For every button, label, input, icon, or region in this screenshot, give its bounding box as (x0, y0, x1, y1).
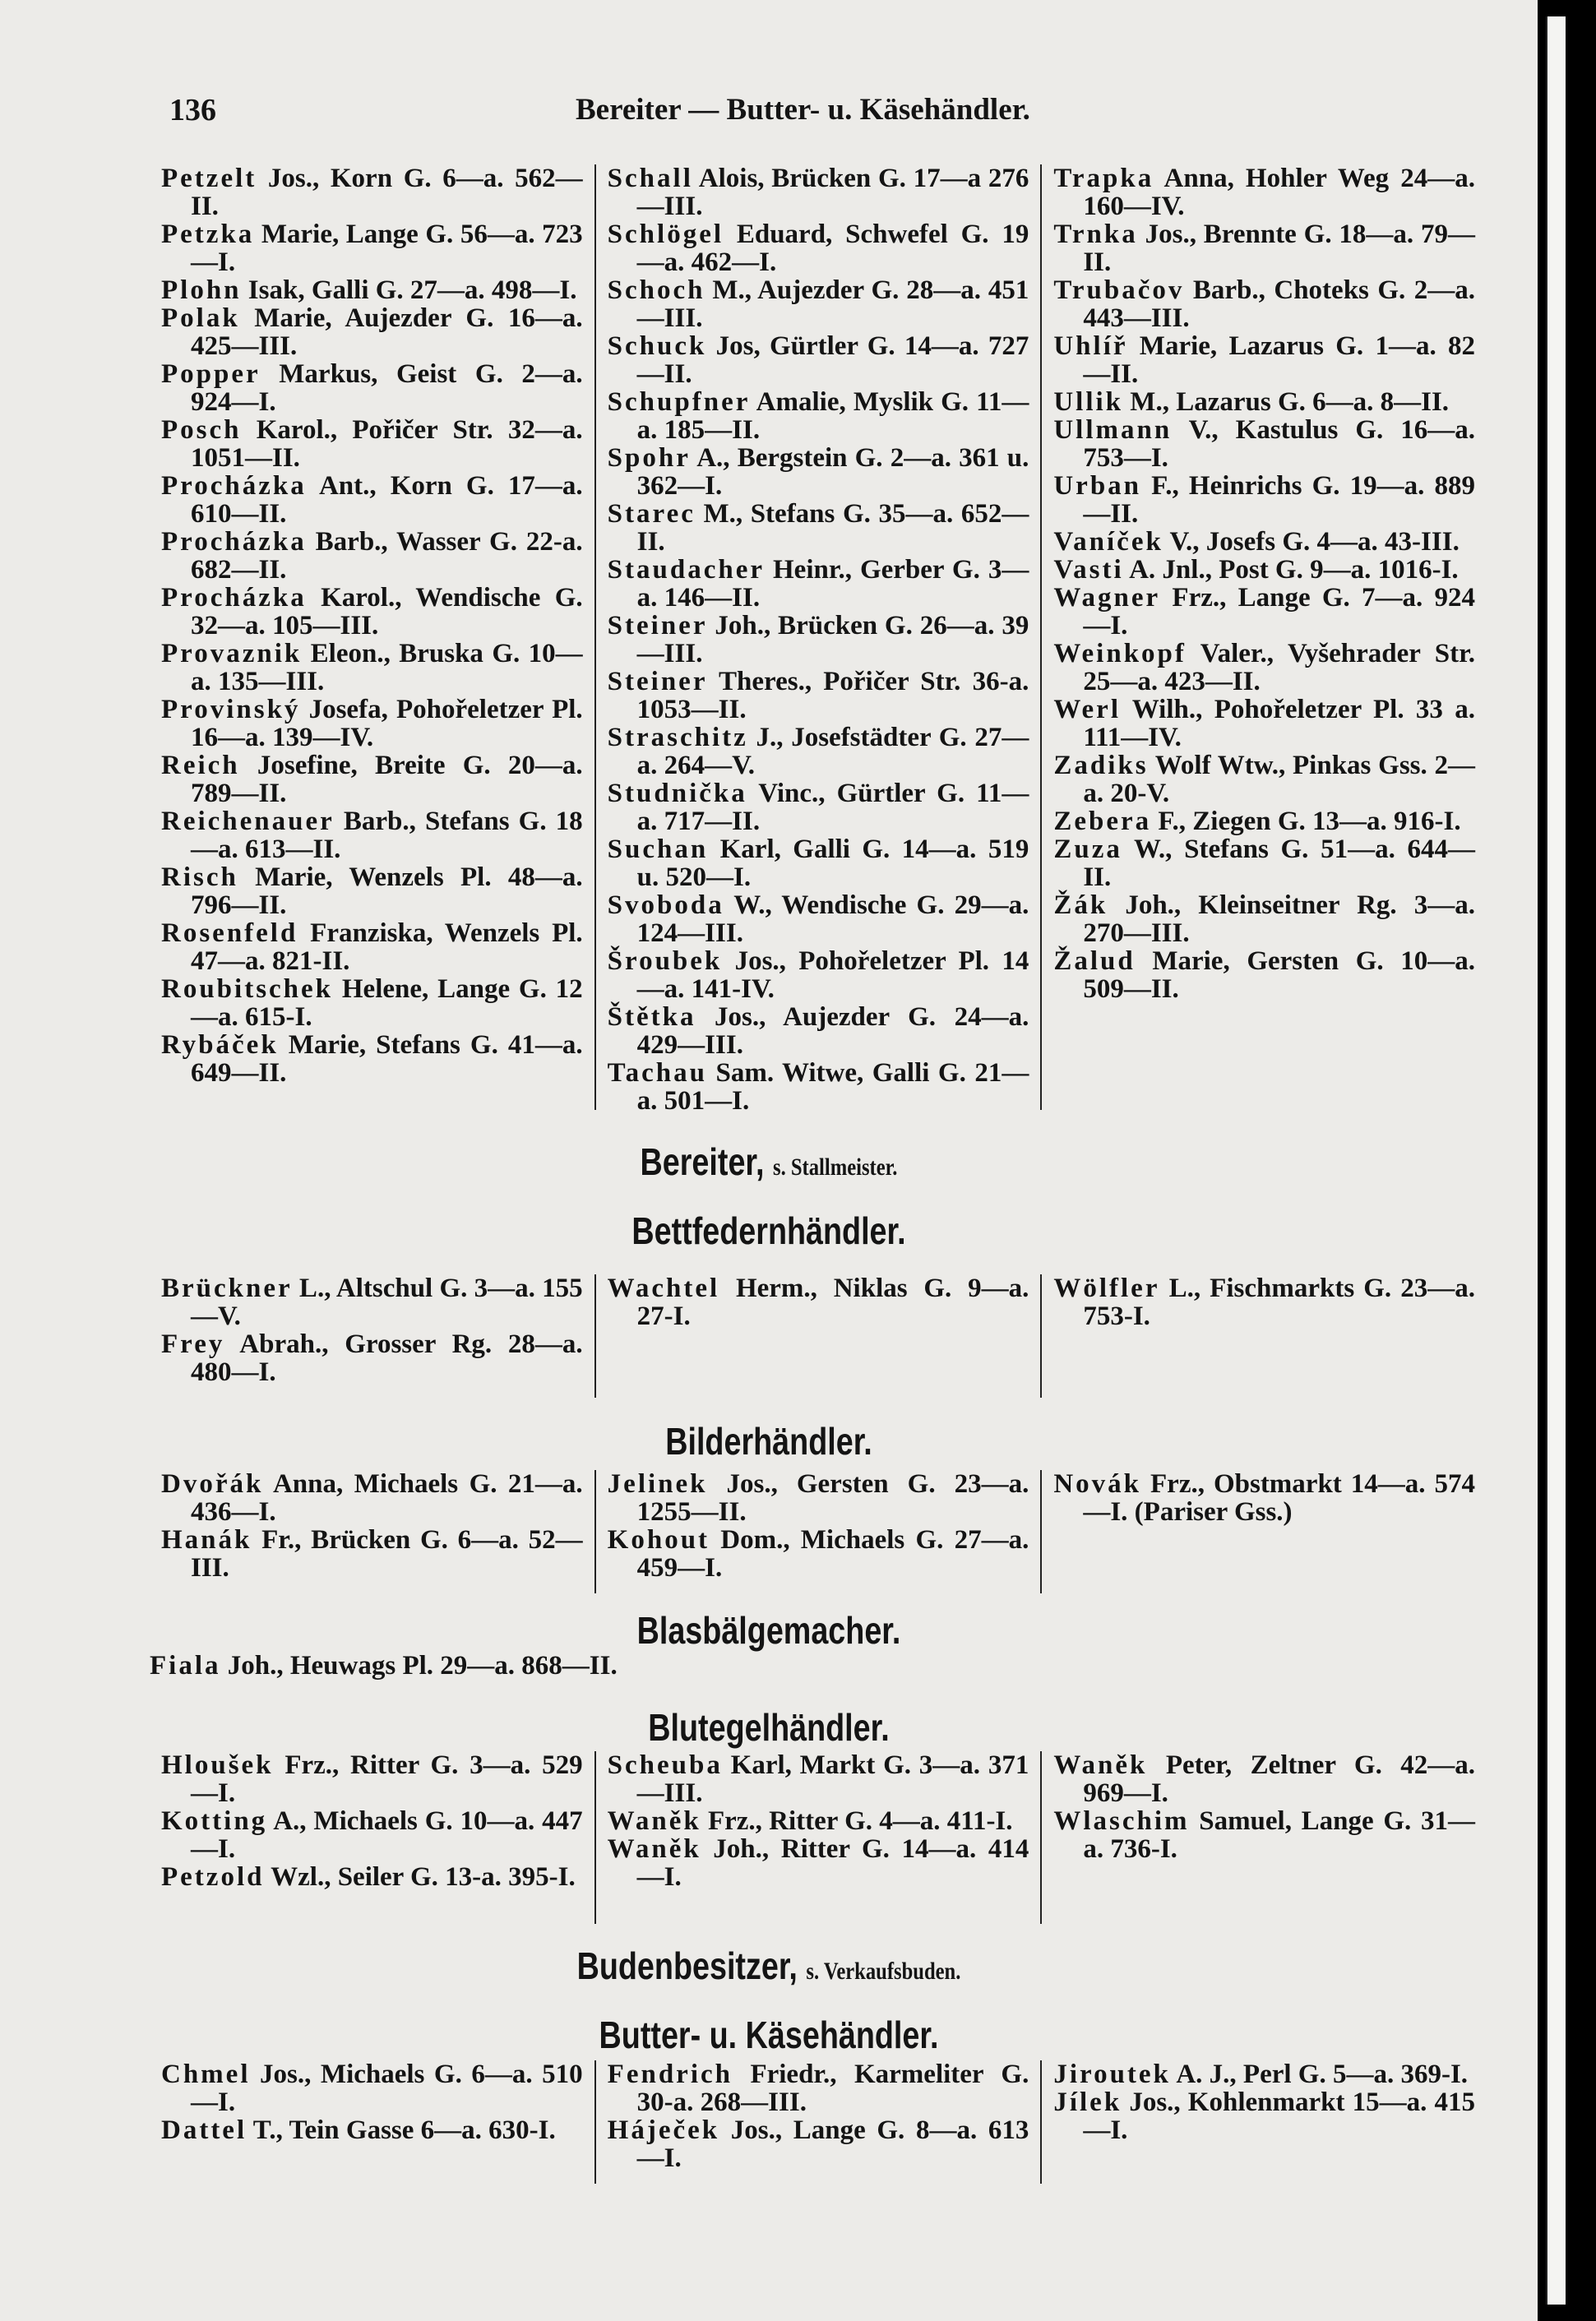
entry-surname: Staudacher (607, 555, 766, 585)
entry-surname: Ullik (1053, 387, 1124, 417)
entry-surname: Rosenfeld (161, 918, 298, 948)
entry-details: W., Stefans G. 51—a. 644—II. (1083, 835, 1476, 892)
entry-surname: Chmel (161, 2060, 251, 2089)
directory-entry (161, 696, 583, 751)
entry-details: Amalie, Myslik G. 11—a. 185—II. (636, 387, 1029, 445)
entry-details: Dom., Michaels G. 27—a. 459—I. (636, 1525, 1029, 1583)
entry-details: Anna, Hohler Weg 24—a. 160—IV. (1083, 164, 1476, 221)
directory-entry (608, 891, 1029, 947)
directory-entry (161, 1330, 583, 1386)
section-heading-bettfedernhaendler: Bettfedernhändler. (631, 1209, 906, 1252)
entry-surname: Uhlíř (1053, 331, 1128, 361)
directory-entry (161, 640, 583, 696)
entry-surname: Provaznik (161, 639, 303, 668)
entry-surname: Vasti (1053, 555, 1124, 585)
entry-details: Samuel, Lange G. 31—a. 736-I. (1083, 1806, 1476, 1864)
entry-surname: Suchan (607, 835, 709, 864)
entry-details: Alois, Brücken G. 17—a 276—III. (636, 164, 1029, 221)
directory-entry (161, 2060, 583, 2116)
entry-details: Markus, Geist G. 2—a. 924—I. (191, 359, 583, 417)
entry-details: V., Kastulus G. 16—a. 753—I. (1083, 415, 1476, 473)
entry-surname: Petzka (161, 220, 255, 249)
entry-surname: Waněk (1053, 1750, 1148, 1780)
directory-entry (608, 779, 1029, 835)
directory-entry (161, 220, 583, 276)
directory-entry (1053, 2088, 1475, 2144)
directory-entry (1053, 388, 1475, 416)
section-heading-blasbaelgemacher: Blasbälgemacher. (636, 1609, 901, 1652)
directory-entry (1053, 835, 1475, 891)
entry-details: Ant., Korn G. 17—a. 610—II. (191, 471, 583, 529)
directory-entry (608, 220, 1029, 276)
entry-surname: Žák (1053, 890, 1108, 920)
entry-surname: Jelinek (607, 1469, 708, 1499)
entry-details: Jos., Kohlenmarkt 15—a. 415—I. (1083, 2088, 1476, 2145)
directory-entry (161, 1526, 583, 1582)
entry-surname: Provinský (161, 695, 301, 724)
entry-surname: Roubitschek (161, 974, 334, 1004)
directory-entry (161, 975, 583, 1031)
entry-surname: Kotting (161, 1806, 268, 1836)
page-header (148, 92, 1480, 133)
entry-details: Joh., Kleinseitner Rg. 3—a. 270—III. (1083, 890, 1476, 948)
entry-surname: Schuck (607, 331, 707, 361)
entry-surname: Wlaschim (1053, 1806, 1190, 1836)
directory-entry (608, 1003, 1029, 1059)
entry-surname: Waněk (607, 1834, 701, 1864)
listing-column (594, 1470, 1041, 1593)
entry-surname: Zebera (1053, 807, 1152, 836)
listing-column (1040, 164, 1487, 1110)
entry-surname: Brückner (161, 1274, 293, 1303)
entry-details: M., Lazarus G. 6—a. 8—II. (1123, 387, 1450, 417)
entry-surname: Starec (607, 499, 696, 529)
directory-entry (608, 1274, 1029, 1330)
entry-details: Josefa, Pohořeletzer Pl. 16—a. 139—IV. (191, 695, 583, 752)
directory-entry (161, 416, 583, 472)
directory-entry (161, 164, 583, 220)
directory-entry (161, 2116, 583, 2144)
entry-surname: Plohn (161, 275, 242, 305)
directory-entry (1053, 220, 1475, 276)
entry-details: Peter, Zeltner G. 42—a. 969—I. (1083, 1750, 1476, 1808)
listing-column (150, 1470, 594, 1593)
listing-blutegelhaendler (150, 1751, 1487, 1924)
directory-entry (608, 1470, 1029, 1526)
entry-details: Jos., Brennte G. 18—a. 79—II. (1083, 220, 1476, 277)
entry-surname: Zuza (1053, 835, 1122, 864)
entry-surname: Jiroutek (1053, 2060, 1171, 2089)
directory-entry (161, 1863, 583, 1891)
entry-details: Josefine, Breite G. 20—a. 789—II. (191, 751, 583, 808)
section-heading-bilderhaendler: Bilderhändler. (665, 1420, 872, 1463)
directory-entry (1053, 1470, 1475, 1526)
directory-entry (1053, 276, 1475, 332)
directory-entry (1053, 332, 1475, 388)
entry-surname: Reichenauer (161, 807, 335, 836)
entry-surname: Žalud (1053, 946, 1136, 976)
entry-details: Frz., Ritter G. 3—a. 529—I. (191, 1750, 583, 1808)
entry-surname: Rybáček (161, 1030, 279, 1060)
directory-entry (1053, 416, 1475, 472)
listing-continuation (150, 164, 1487, 1116)
directory-entry (161, 276, 583, 304)
directory-entry (161, 1807, 583, 1863)
entry-surname: Scheuba (607, 1750, 723, 1780)
listing-column (594, 1274, 1041, 1398)
entry-surname: Polak (161, 303, 240, 333)
entry-surname: Tachau (607, 1058, 708, 1088)
entry-details: Jos, Gürtler G. 14—a. 727—II. (636, 331, 1029, 389)
entry-surname: Dvořák (161, 1469, 264, 1499)
entry-surname: Petzold (161, 1862, 265, 1892)
listing-column (1040, 1470, 1487, 1593)
entry-surname: Wölfler (1053, 1274, 1160, 1303)
entry-surname: Procházka (161, 527, 307, 557)
section-heading-blutegelhaendler: Blutegelhändler. (648, 1706, 890, 1749)
entry-details: Frz., Lange G. 7—a. 924—I. (1083, 583, 1476, 640)
directory-entry (1053, 1751, 1475, 1807)
entry-details: Marie, Aujezder G. 16—a. 425—III. (191, 303, 583, 361)
entry-surname: Dattel (161, 2115, 247, 2145)
directory-entry (1053, 751, 1475, 807)
entry-surname: Urban (1053, 471, 1142, 501)
listing-column (594, 2060, 1041, 2184)
directory-entry (608, 444, 1029, 500)
entry-details: Barb., Stefans G. 18—a. 613—II. (191, 807, 583, 864)
directory-entry (161, 751, 583, 807)
entry-details: J., Josefstädter G. 27—a. 264—V. (636, 723, 1029, 780)
entry-details: F., Ziegen G. 13—a. 916-I. (1151, 807, 1461, 836)
entry-details: L., Altschul G. 3—a. 155—V. (191, 1274, 583, 1331)
entry-details: Jos., Gersten G. 23—a. 1255—II. (636, 1469, 1029, 1527)
entry-details: W., Wendische G. 29—a. 124—III. (636, 890, 1029, 948)
entry-details: Marie, Stefans G. 41—a. 649—II. (191, 1030, 583, 1088)
entry-details: Frz., Obstmarkt 14—a. 574—I. (Pariser Gss.) (1083, 1469, 1476, 1527)
entry-details: Joh., Ritter G. 14—a. 414—I. (636, 1834, 1029, 1892)
blasbaelgemacher-entry: Fiala Joh., Heuwags Pl. 29—a. 868—II. (150, 1651, 618, 1681)
entry-surname: Risch (161, 862, 238, 892)
section-heading-bereiter: Bereiter, s. Stallmeister. (640, 1140, 898, 1183)
entry-details: A., Bergstein G. 2—a. 361 u. 362—I. (636, 443, 1029, 501)
entry-details: Jos., Pohořeletzer Pl. 14—a. 141-IV. (636, 946, 1029, 1004)
entry-details: A. Jnl., Post G. 9—a. 1016-I. (1123, 555, 1459, 585)
section-heading-budenbesitzer: Budenbesitzer, s. Verkaufsbuden. (576, 1944, 961, 1987)
entry-details: Isak, Galli G. 27—a. 498—I. (241, 275, 577, 305)
directory-entry (608, 835, 1029, 891)
entry-surname: Steiner (607, 611, 708, 640)
entry-details: Marie, Lange G. 56—a. 723—I. (191, 220, 583, 277)
entry-details: Jos., Aujezder G. 24—a. 429—III. (636, 1002, 1029, 1060)
listing-butter-kaesehaendler (150, 2060, 1487, 2184)
directory-entry (161, 304, 583, 360)
entry-details: Marie, Wenzels Pl. 48—a. 796—II. (191, 862, 583, 920)
entry-surname: Petzelt (161, 164, 257, 193)
entry-details: Marie, Gersten G. 10—a. 509—II. (1083, 946, 1476, 1004)
directory-entry (608, 668, 1029, 724)
page-number: 136 (169, 93, 216, 127)
directory-entry (608, 947, 1029, 1003)
directory-entry (161, 1274, 583, 1330)
directory-entry (1053, 472, 1475, 528)
entry-details: Fr., Brücken G. 6—a. 52—III. (191, 1525, 583, 1583)
entry-surname: Schupfner (607, 387, 751, 417)
entry-surname: Háječek (607, 2115, 720, 2145)
entry-details: A. J., Perl G. 5—a. 369-I. (1170, 2060, 1469, 2089)
entry-details: Eduard, Schwefel G. 19—a. 462—I. (636, 220, 1029, 277)
directory-entry (608, 1059, 1029, 1115)
directory-entry (608, 276, 1029, 332)
entry-surname: Schoch (607, 275, 705, 305)
directory-entry (161, 1470, 583, 1526)
entry-surname: Spohr (607, 443, 691, 473)
entry-surname: Procházka (161, 471, 307, 501)
listing-bilderhaendler (150, 1470, 1487, 1593)
entry-details: Valer., Vyšehrader Str. 25—a. 423—II. (1083, 639, 1476, 696)
entry-surname: Hloušek (161, 1750, 274, 1780)
directory-entry (161, 1031, 583, 1087)
entry-details: M., Aujezder G. 28—a. 451—III. (636, 275, 1029, 333)
directory-entry (1053, 556, 1475, 584)
entry-details: Anna, Michaels G. 21—a. 436—I. (191, 1469, 583, 1527)
entry-details: Karol., Pořičer Str. 32—a. 1051—II. (191, 415, 583, 473)
listing-column (1040, 2060, 1487, 2184)
entry-details: M., Stefans G. 35—a. 652—II. (636, 499, 1029, 557)
entry-surname: Ullmann (1053, 415, 1173, 445)
entry-surname: Waněk (607, 1806, 701, 1836)
directory-entry (1053, 696, 1475, 751)
directory-entry (161, 528, 583, 584)
directory-entry (1053, 528, 1475, 556)
entry-surname: Kohout (607, 1525, 710, 1555)
directory-entry (608, 556, 1029, 612)
entry-surname: Reich (161, 751, 240, 780)
listing-column (150, 1751, 594, 1924)
directory-entry (161, 584, 583, 640)
entry-details: Herm., Niklas G. 9—a. 27-I. (636, 1274, 1029, 1331)
directory-entry (1053, 2060, 1475, 2088)
entry-details: F., Heinrichs G. 19—a. 889—II. (1083, 471, 1476, 529)
entry-details: Barb., Choteks G. 2—a. 443—III. (1083, 275, 1476, 333)
listing-bettfedernhaendler (150, 1274, 1487, 1398)
entry-details: Heinr., Gerber G. 3—a. 146—II. (636, 555, 1029, 613)
directory-entry (608, 332, 1029, 388)
entry-surname: Svoboda (607, 890, 724, 920)
entry-details: Marie, Lazarus G. 1—a. 82—II. (1083, 331, 1476, 389)
entry-details: Vinc., Gürtler G. 11—a. 717—II. (636, 779, 1029, 836)
entry-surname: Trubačov (1053, 275, 1185, 305)
entry-details: Friedr., Karmeliter G. 30-a. 268—III. (636, 2060, 1029, 2117)
section-heading-butter-kaesehaendler: Butter- u. Käsehändler. (599, 2014, 939, 2056)
directory-entry (608, 1835, 1029, 1891)
listing-column (150, 2060, 594, 2184)
entry-surname: Schlögel (607, 220, 724, 249)
directory-entry (161, 863, 583, 919)
directory-entry (1053, 1274, 1475, 1330)
entry-details: Karl, Markt G. 3—a. 371—III. (636, 1750, 1029, 1808)
entry-details: Franziska, Wenzels Pl. 47—a. 821-II. (191, 918, 583, 976)
entry-details: Theres., Pořičer Str. 36-a. 1053—II. (636, 667, 1029, 724)
listing-column (594, 1751, 1041, 1924)
entry-surname: Steiner (607, 667, 708, 696)
entry-surname: Wagner (1053, 583, 1161, 613)
entry-surname: Jílek (1053, 2088, 1122, 2117)
entry-details: V., Josefs G. 4—a. 43-III. (1163, 527, 1460, 557)
entry-details: Wzl., Seiler G. 13-a. 395-I. (264, 1862, 576, 1892)
entry-details: Frz., Ritter G. 4—a. 411-I. (701, 1806, 1013, 1836)
entry-details: Joh., Brücken G. 26—a. 39—III. (636, 611, 1029, 668)
listing-column (150, 1274, 594, 1398)
directory-entry (608, 2116, 1029, 2172)
directory-entry (608, 1751, 1029, 1807)
entry-surname: Trnka (1053, 220, 1138, 249)
entry-details: Eleon., Bruska G. 10—a. 135—III. (191, 639, 583, 696)
entry-surname: Zadiks (1053, 751, 1149, 780)
directory-entry (1053, 584, 1475, 640)
directory-entry (1053, 640, 1475, 696)
entry-details: Jos., Lange G. 8—a. 613—I. (636, 2115, 1029, 2173)
entry-surname: Werl (1053, 695, 1121, 724)
entry-surname: Popper (161, 359, 261, 389)
listing-column (594, 164, 1041, 1116)
directory-entry (161, 472, 583, 528)
entry-details: Wilh., Pohořeletzer Pl. 33 a. 111—IV. (1083, 695, 1476, 752)
entry-surname: Schall (607, 164, 693, 193)
entry-details: Jos., Michaels G. 6—a. 510—I. (191, 2060, 583, 2117)
entry-details: Abrah., Grosser Rg. 28—a. 480—I. (191, 1329, 583, 1387)
entry-details: Karol., Wendische G. 32—a. 105—III. (191, 583, 583, 640)
directory-entry (1053, 947, 1475, 1003)
entry-surname: Frey (161, 1329, 225, 1359)
entry-surname: Šroubek (607, 946, 723, 976)
entry-surname: Hanák (161, 1525, 252, 1555)
entry-details: Wolf Wtw., Pinkas Gss. 2—a. 20-V. (1083, 751, 1476, 808)
directory-entry (161, 919, 583, 975)
entry-surname: Studnička (607, 779, 747, 808)
entry-details: Barb., Wasser G. 22-a. 682—II. (191, 527, 583, 585)
directory-entry (608, 1807, 1029, 1835)
listing-column (150, 164, 594, 1110)
entry-details: A., Michaels G. 10—a. 447—I. (191, 1806, 583, 1864)
directory-entry (1053, 164, 1475, 220)
running-title: Bereiter — Butter- u. Käsehändler. (576, 93, 1030, 127)
entry-surname: Novák (1053, 1469, 1142, 1499)
directory-entry (161, 360, 583, 416)
entry-surname: Fendrich (607, 2060, 733, 2089)
directory-entry (608, 388, 1029, 444)
listing-column (1040, 1274, 1487, 1398)
entry-details: Karl, Galli G. 14—a. 519 u. 520—I. (636, 835, 1029, 892)
directory-entry (608, 1526, 1029, 1582)
directory-entry (608, 164, 1029, 220)
directory-entry (1053, 891, 1475, 947)
entry-surname: Procházka (161, 583, 307, 613)
entry-surname: Weinkopf (1053, 639, 1187, 668)
directory-entry (161, 1751, 583, 1807)
directory-entry (1053, 1807, 1475, 1863)
directory-entry (608, 724, 1029, 779)
directory-entry (161, 807, 583, 863)
entry-details: Jos., Korn G. 6—a. 562—II. (191, 164, 583, 221)
directory-entry (608, 500, 1029, 556)
entry-surname: Wachtel (607, 1274, 720, 1303)
entry-details: Helene, Lange G. 12—a. 615-I. (191, 974, 583, 1032)
directory-entry (1053, 807, 1475, 835)
entry-surname: Trapka (1053, 164, 1154, 193)
entry-details: Sam. Witwe, Galli G. 21—a. 501—I. (636, 1058, 1029, 1116)
entry-surname: Straschitz (607, 723, 748, 752)
entry-details: T., Tein Gasse 6—a. 630-I. (247, 2115, 556, 2145)
entry-surname: Posch (161, 415, 242, 445)
listing-column (1040, 1751, 1487, 1924)
directory-entry (608, 2060, 1029, 2116)
adjacent-page-edge (1546, 16, 1566, 2305)
entry-details: L., Fischmarkts G. 23—a. 753-I. (1083, 1274, 1476, 1331)
directory-entry (608, 612, 1029, 668)
entry-surname: Vaníček (1053, 527, 1163, 557)
entry-surname: Štětka (607, 1002, 696, 1032)
